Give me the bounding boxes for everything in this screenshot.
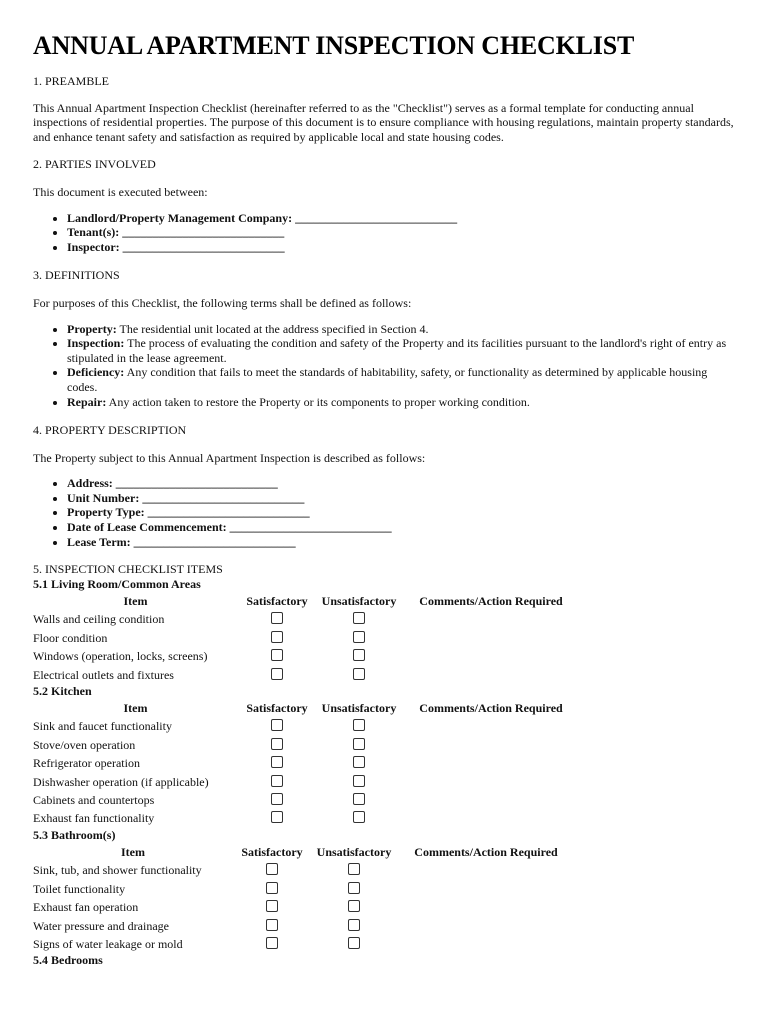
table-row bbox=[31, 862, 573, 880]
comments-cell[interactable] bbox=[404, 610, 578, 628]
satisfactory-checkbox-cell bbox=[235, 935, 309, 953]
parties-list bbox=[33, 211, 738, 255]
satisfactory-checkbox[interactable] bbox=[271, 631, 283, 643]
definition-item bbox=[67, 395, 738, 410]
column-header-item: Item bbox=[123, 593, 148, 608]
unsatisfactory-checkbox-cell bbox=[309, 917, 399, 935]
unsatisfactory-checkbox[interactable] bbox=[353, 756, 365, 768]
satisfactory-checkbox-cell bbox=[240, 610, 314, 628]
lease-commencement-field: • Date of Lease Commencement: ___________________________ bbox=[67, 520, 738, 535]
table-header-row bbox=[31, 843, 573, 862]
checklist-table bbox=[31, 843, 573, 954]
unsatisfactory-checkbox[interactable] bbox=[348, 882, 360, 894]
satisfactory-checkbox[interactable] bbox=[271, 756, 283, 768]
item-label: Electrical outlets and fixtures bbox=[33, 667, 174, 682]
unsatisfactory-checkbox[interactable] bbox=[353, 793, 365, 805]
definition-text: Any action taken to restore the Property or its components to proper working condition. bbox=[106, 394, 530, 409]
definition-item bbox=[67, 322, 738, 337]
checklist-table bbox=[31, 699, 578, 828]
unsatisfactory-checkbox-cell bbox=[309, 898, 399, 916]
definition-term: Repair: bbox=[67, 394, 107, 409]
satisfactory-checkbox-cell bbox=[235, 917, 309, 935]
table-row bbox=[31, 610, 578, 628]
satisfactory-checkbox[interactable] bbox=[271, 719, 283, 731]
satisfactory-checkbox-cell bbox=[240, 736, 314, 754]
table-row bbox=[31, 880, 573, 898]
definitions-list bbox=[33, 322, 738, 410]
comments-cell[interactable] bbox=[404, 736, 578, 754]
comments-cell[interactable] bbox=[404, 718, 578, 736]
satisfactory-checkbox-cell bbox=[240, 791, 314, 809]
satisfactory-checkbox-cell bbox=[240, 810, 314, 828]
unsatisfactory-checkbox-cell bbox=[314, 754, 404, 772]
definition-term: Deficiency: bbox=[67, 365, 125, 380]
unsatisfactory-checkbox[interactable] bbox=[353, 738, 365, 750]
item-label: Cabinets and countertops bbox=[33, 793, 155, 808]
satisfactory-checkbox[interactable] bbox=[271, 649, 283, 661]
table-header-row bbox=[31, 591, 578, 610]
lease-term-field: • Lease Term: ___________________________ bbox=[67, 535, 738, 550]
unsatisfactory-checkbox-cell bbox=[314, 773, 404, 791]
satisfactory-checkbox-cell bbox=[240, 666, 314, 684]
satisfactory-checkbox-cell bbox=[235, 880, 309, 898]
table-row bbox=[31, 754, 578, 772]
satisfactory-checkbox[interactable] bbox=[271, 793, 283, 805]
item-label: Refrigerator operation bbox=[33, 756, 140, 771]
table-row bbox=[31, 736, 578, 754]
unsatisfactory-checkbox[interactable] bbox=[348, 900, 360, 912]
column-header-unsatisfactory: Unsatisfactory bbox=[321, 700, 397, 715]
unsatisfactory-checkbox[interactable] bbox=[353, 775, 365, 787]
party-inspector-field: • Inspector: ___________________________ bbox=[67, 240, 738, 255]
table-row bbox=[31, 666, 578, 684]
unsatisfactory-checkbox[interactable] bbox=[353, 649, 365, 661]
satisfactory-checkbox[interactable] bbox=[266, 863, 278, 875]
comments-cell[interactable] bbox=[404, 754, 578, 772]
definitions-intro: For purposes of this Checklist, the following terms shall be defined as follows: bbox=[33, 295, 412, 310]
satisfactory-checkbox-cell bbox=[240, 754, 314, 772]
comments-cell[interactable] bbox=[399, 917, 573, 935]
satisfactory-checkbox[interactable] bbox=[266, 919, 278, 931]
comments-cell[interactable] bbox=[399, 935, 573, 953]
unsatisfactory-checkbox-cell bbox=[314, 736, 404, 754]
column-header-item: Item bbox=[123, 700, 148, 715]
unsatisfactory-checkbox[interactable] bbox=[353, 612, 365, 624]
checklist-subsection-title: 5.3 Bathroom(s) bbox=[33, 827, 116, 842]
property-type-field: • Property Type: ___________________________ bbox=[67, 505, 738, 520]
unsatisfactory-checkbox-cell bbox=[309, 862, 399, 880]
column-header-comments: Comments/Action Required bbox=[414, 844, 558, 859]
definition-term: Inspection: bbox=[67, 336, 125, 351]
comments-cell[interactable] bbox=[404, 666, 578, 684]
definition-text: The process of evaluating the condition and safety of the Property and its facilities pursuant to the landlord's right of entry as stipulated in the lease agreement. bbox=[67, 336, 727, 365]
comments-cell[interactable] bbox=[404, 647, 578, 665]
party-landlord-field: • Landlord/Property Management Company: ___________________________ bbox=[67, 211, 738, 226]
table-row bbox=[31, 791, 578, 809]
unsatisfactory-checkbox[interactable] bbox=[348, 919, 360, 931]
column-header-item: Item bbox=[121, 844, 145, 859]
unsatisfactory-checkbox-cell bbox=[314, 810, 404, 828]
item-label: Water pressure and drainage bbox=[33, 918, 169, 933]
unsatisfactory-checkbox[interactable] bbox=[348, 937, 360, 949]
definition-item bbox=[67, 336, 738, 365]
table-row bbox=[31, 647, 578, 665]
definition-text: The residential unit located at the address specified in Section 4. bbox=[116, 321, 429, 336]
unsatisfactory-checkbox-cell bbox=[309, 935, 399, 953]
item-label: Sink and faucet functionality bbox=[33, 719, 172, 734]
item-label: Signs of water leakage or mold bbox=[33, 936, 183, 951]
checklist-subsection-title: 5.1 Living Room/Common Areas bbox=[33, 576, 201, 591]
property-list bbox=[33, 476, 738, 549]
table-row bbox=[31, 629, 578, 647]
item-label: Windows (operation, locks, screens) bbox=[33, 649, 208, 664]
satisfactory-checkbox[interactable] bbox=[271, 668, 283, 680]
table-row bbox=[31, 935, 573, 953]
satisfactory-checkbox[interactable] bbox=[271, 612, 283, 624]
document-title: ANNUAL APARTMENT INSPECTION CHECKLIST bbox=[33, 31, 635, 60]
checklist-subsection-title: 5.4 Bedrooms bbox=[33, 953, 103, 968]
section-heading-parties: 2. PARTIES INVOLVED bbox=[33, 157, 156, 172]
unsatisfactory-checkbox-cell bbox=[314, 629, 404, 647]
satisfactory-checkbox-cell bbox=[240, 629, 314, 647]
unsatisfactory-checkbox-cell bbox=[314, 791, 404, 809]
party-tenant-field: • Tenant(s): ___________________________ bbox=[67, 225, 738, 240]
satisfactory-checkbox[interactable] bbox=[271, 811, 283, 823]
definition-term: Property: bbox=[67, 321, 117, 336]
unsatisfactory-checkbox-cell bbox=[314, 610, 404, 628]
column-header-unsatisfactory: Unsatisfactory bbox=[316, 844, 392, 859]
unsatisfactory-checkbox-cell bbox=[314, 666, 404, 684]
unsatisfactory-checkbox-cell bbox=[314, 647, 404, 665]
parties-intro: This document is executed between: bbox=[33, 184, 208, 199]
item-label: Walls and ceiling condition bbox=[33, 612, 165, 627]
item-label: Dishwasher operation (if applicable) bbox=[33, 774, 209, 789]
comments-cell[interactable] bbox=[399, 898, 573, 916]
comments-cell[interactable] bbox=[399, 880, 573, 898]
column-header-comments: Comments/Action Required bbox=[419, 593, 563, 608]
comments-cell[interactable] bbox=[404, 773, 578, 791]
satisfactory-checkbox[interactable] bbox=[266, 882, 278, 894]
definition-item bbox=[67, 365, 738, 394]
satisfactory-checkbox-cell bbox=[240, 647, 314, 665]
section-heading-preamble: 1. PREAMBLE bbox=[33, 74, 110, 88]
column-header-comments: Comments/Action Required bbox=[419, 700, 563, 715]
unsatisfactory-checkbox[interactable] bbox=[348, 863, 360, 875]
comments-cell[interactable] bbox=[399, 862, 573, 880]
satisfactory-checkbox-cell bbox=[235, 898, 309, 916]
preamble-text: This Annual Apartment Inspection Checklist (hereinafter referred to as the "Checklist") serves as a formal template for conducting annual inspections of residential properties. The purpose of this document is to ensure compliance with housing regulations, maintain property standards, and enhance tenant safety and satisfaction as required by applicable local and state housing codes. bbox=[33, 100, 734, 144]
unsatisfactory-checkbox[interactable] bbox=[353, 668, 365, 680]
column-header-satisfactory: Satisfactory bbox=[246, 593, 308, 608]
table-row bbox=[31, 917, 573, 935]
item-label: Sink, tub, and shower functionality bbox=[33, 863, 202, 878]
section-heading-checklist: 5. INSPECTION CHECKLIST ITEMS bbox=[33, 562, 223, 577]
table-row bbox=[31, 718, 578, 736]
table-header-row bbox=[31, 699, 578, 718]
comments-cell[interactable] bbox=[404, 810, 578, 828]
satisfactory-checkbox[interactable] bbox=[271, 775, 283, 787]
table-row bbox=[31, 898, 573, 916]
unsatisfactory-checkbox[interactable] bbox=[353, 631, 365, 643]
satisfactory-checkbox[interactable] bbox=[266, 937, 278, 949]
table-row bbox=[31, 773, 578, 791]
satisfactory-checkbox-cell bbox=[240, 773, 314, 791]
property-unit-field: • Unit Number: ___________________________ bbox=[67, 491, 738, 506]
unsatisfactory-checkbox-cell bbox=[309, 880, 399, 898]
comments-cell[interactable] bbox=[404, 629, 578, 647]
property-intro: The Property subject to this Annual Apartment Inspection is described as follows: bbox=[33, 450, 426, 465]
table-row bbox=[31, 810, 578, 828]
section-heading-definitions: 3. DEFINITIONS bbox=[33, 268, 120, 283]
unsatisfactory-checkbox-cell bbox=[314, 718, 404, 736]
satisfactory-checkbox-cell bbox=[240, 718, 314, 736]
satisfactory-checkbox[interactable] bbox=[266, 900, 278, 912]
column-header-unsatisfactory: Unsatisfactory bbox=[321, 593, 397, 608]
item-label: Floor condition bbox=[33, 630, 108, 645]
column-header-satisfactory: Satisfactory bbox=[246, 700, 308, 715]
item-label: Toilet functionality bbox=[33, 881, 126, 896]
item-label: Exhaust fan operation bbox=[33, 900, 139, 915]
checklist-table bbox=[31, 591, 578, 684]
document-page bbox=[33, 30, 738, 968]
unsatisfactory-checkbox[interactable] bbox=[353, 811, 365, 823]
checklist-subsection-title: 5.2 Kitchen bbox=[33, 684, 92, 698]
property-address-field: • Address: ___________________________ bbox=[67, 476, 738, 491]
column-header-satisfactory: Satisfactory bbox=[241, 844, 303, 859]
satisfactory-checkbox-cell bbox=[235, 862, 309, 880]
comments-cell[interactable] bbox=[404, 791, 578, 809]
item-label: Stove/oven operation bbox=[33, 737, 136, 752]
item-label: Exhaust fan functionality bbox=[33, 811, 155, 826]
definition-text: Any condition that fails to meet the standards of habitability, safety, or functionality as determined by applicable housing codes. bbox=[67, 365, 708, 394]
checklist-tables bbox=[33, 577, 738, 968]
section-heading-property: 4. PROPERTY DESCRIPTION bbox=[33, 423, 187, 438]
unsatisfactory-checkbox[interactable] bbox=[353, 719, 365, 731]
satisfactory-checkbox[interactable] bbox=[271, 738, 283, 750]
